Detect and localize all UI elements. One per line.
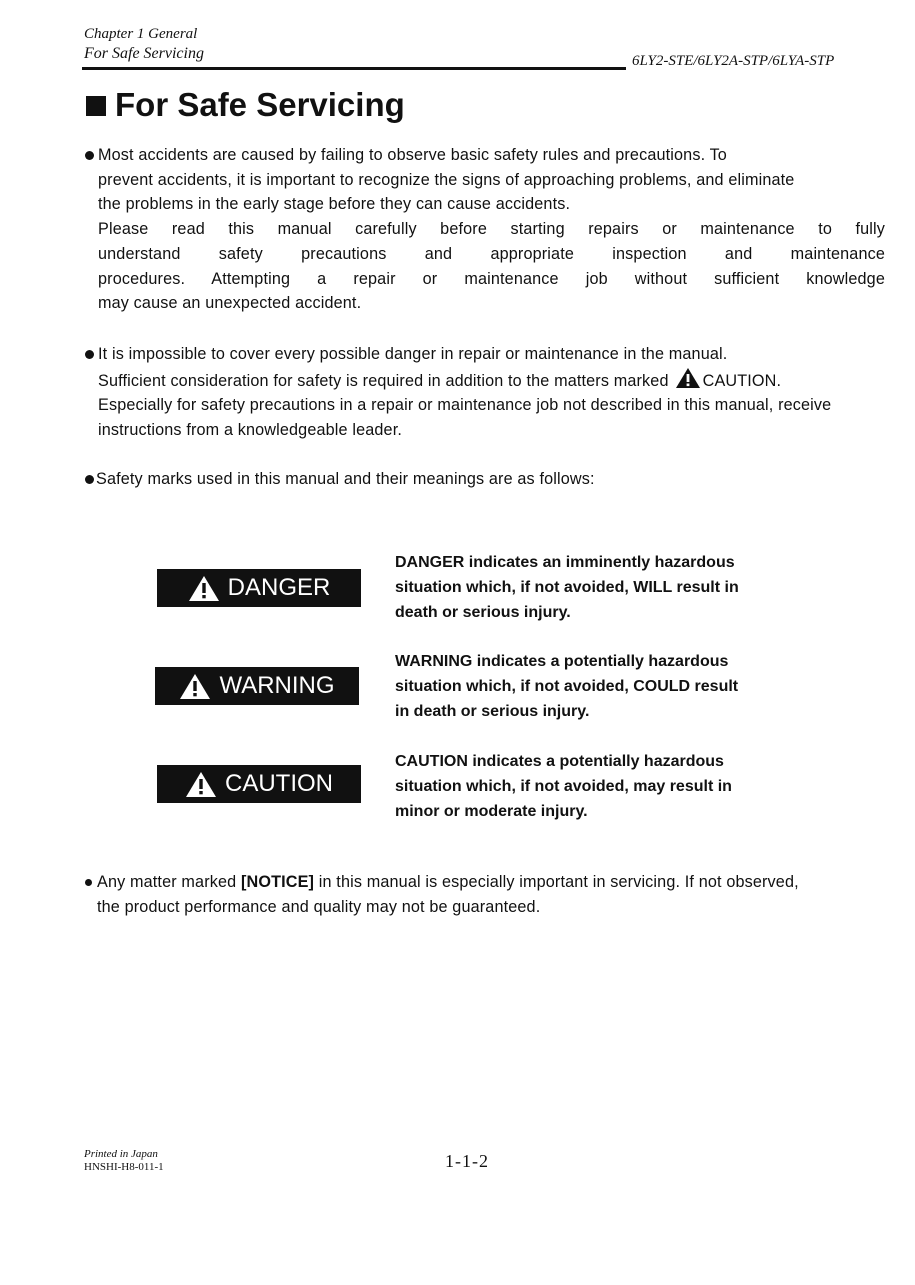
warning-description bbox=[395, 649, 785, 724]
caution-description bbox=[395, 749, 785, 824]
bullet-2-line-1: It is impossible to cover every possible danger in repair or maintenance in the manual. bbox=[98, 345, 728, 363]
warning-badge bbox=[155, 667, 359, 705]
danger-description bbox=[395, 550, 785, 625]
bullet-1-line-6: procedures. Attempting a repair or maintenance job without sufficient knowledge bbox=[98, 269, 885, 288]
bullet-2-line-2 bbox=[98, 367, 885, 394]
section-label: For Safe Servicing bbox=[84, 45, 204, 62]
page-title bbox=[86, 86, 405, 124]
bullet-dot-icon bbox=[85, 879, 92, 886]
bullet-2-line-2-after: CAUTION. bbox=[702, 371, 782, 390]
bullet-1-line-5: understand safety precautions and appropriate inspection and maintenance bbox=[98, 244, 885, 263]
warning-triangle-icon bbox=[188, 575, 220, 602]
bullet-2-line-4: instructions from a knowledgeable leader. bbox=[98, 421, 402, 440]
document-code: HNSHI-H8-011-1 bbox=[84, 1161, 164, 1173]
bullet-dot-icon bbox=[85, 151, 94, 160]
caution-triangle-icon bbox=[675, 367, 701, 389]
caution-desc-line-1: CAUTION indicates a potentially hazardous bbox=[395, 753, 724, 770]
bullet-1-line-3: the problems in the early stage before they can cause accidents. bbox=[98, 195, 571, 214]
danger-desc-line-1: DANGER indicates an imminently hazardous bbox=[395, 554, 735, 571]
page-title-text: For Safe Servicing bbox=[115, 86, 405, 123]
bullet-4-line-1-after: in this manual is especially important in servicing. If not observed, bbox=[318, 873, 799, 891]
bullet-4-line-1 bbox=[97, 870, 885, 895]
warning-desc-line-3: in death or serious injury. bbox=[395, 703, 590, 720]
warning-badge-label: WARNING bbox=[219, 672, 335, 699]
caution-desc-line-2: situation which, if not avoided, may result in bbox=[395, 778, 732, 795]
notice-mark: [NOTICE] bbox=[240, 873, 315, 891]
chapter-label: Chapter 1 General bbox=[84, 26, 198, 42]
danger-badge-label: DANGER bbox=[227, 574, 331, 601]
warning-triangle-icon bbox=[179, 673, 211, 700]
danger-desc-line-2: situation which, if not avoided, WILL result in bbox=[395, 579, 739, 596]
danger-desc-line-3: death or serious injury. bbox=[395, 604, 571, 621]
warning-triangle-icon bbox=[185, 771, 217, 798]
bullet-dot-icon bbox=[85, 475, 94, 484]
bullet-1-line-2: prevent accidents, it is important to recognize the signs of approaching problems, and eliminate bbox=[98, 170, 795, 189]
bullet-4-line-1-before: Any matter marked bbox=[97, 873, 237, 891]
printed-in-japan: Printed in Japan bbox=[84, 1148, 158, 1160]
bullet-1-line-4: Please read this manual carefully before starting repairs or maintenance to fully bbox=[98, 220, 885, 239]
warning-desc-line-1: WARNING indicates a potentially hazardous bbox=[395, 653, 729, 670]
bullet-2-line-3: Especially for safety precautions in a repair or maintenance job not described in this manual, receive bbox=[98, 396, 832, 415]
bullet-dot-icon bbox=[85, 350, 94, 359]
warning-desc-line-2: situation which, if not avoided, COULD result bbox=[395, 678, 739, 695]
caution-badge bbox=[157, 765, 361, 803]
square-bullet-icon bbox=[86, 96, 106, 116]
header-rule bbox=[82, 67, 626, 70]
caution-desc-line-3: minor or moderate injury. bbox=[395, 803, 588, 820]
caution-badge-label: CAUTION bbox=[225, 770, 333, 797]
page-number: 1-1-2 bbox=[445, 1151, 489, 1171]
model-label: 6LY2-STE/6LY2A-STP/6LYA-STP bbox=[632, 53, 835, 69]
bullet-1-line-7: may cause an unexpected accident. bbox=[98, 294, 362, 313]
bullet-notice bbox=[85, 870, 885, 919]
bullet-1-line-1: Most accidents are caused by failing to observe basic safety rules and precautions. To bbox=[98, 146, 727, 164]
danger-badge bbox=[157, 569, 361, 607]
bullet-impossible bbox=[85, 342, 885, 443]
bullet-4-line-2: the product performance and quality may not be guaranteed. bbox=[97, 897, 541, 916]
bullet-3-line-1: Safety marks used in this manual and their meanings are as follows: bbox=[96, 470, 595, 488]
bullet-2-line-2-before: Sufficient consideration for safety is required in addition to the matters marked bbox=[98, 371, 669, 390]
bullet-safety-marks bbox=[85, 467, 885, 492]
bullet-accidents bbox=[85, 143, 885, 316]
